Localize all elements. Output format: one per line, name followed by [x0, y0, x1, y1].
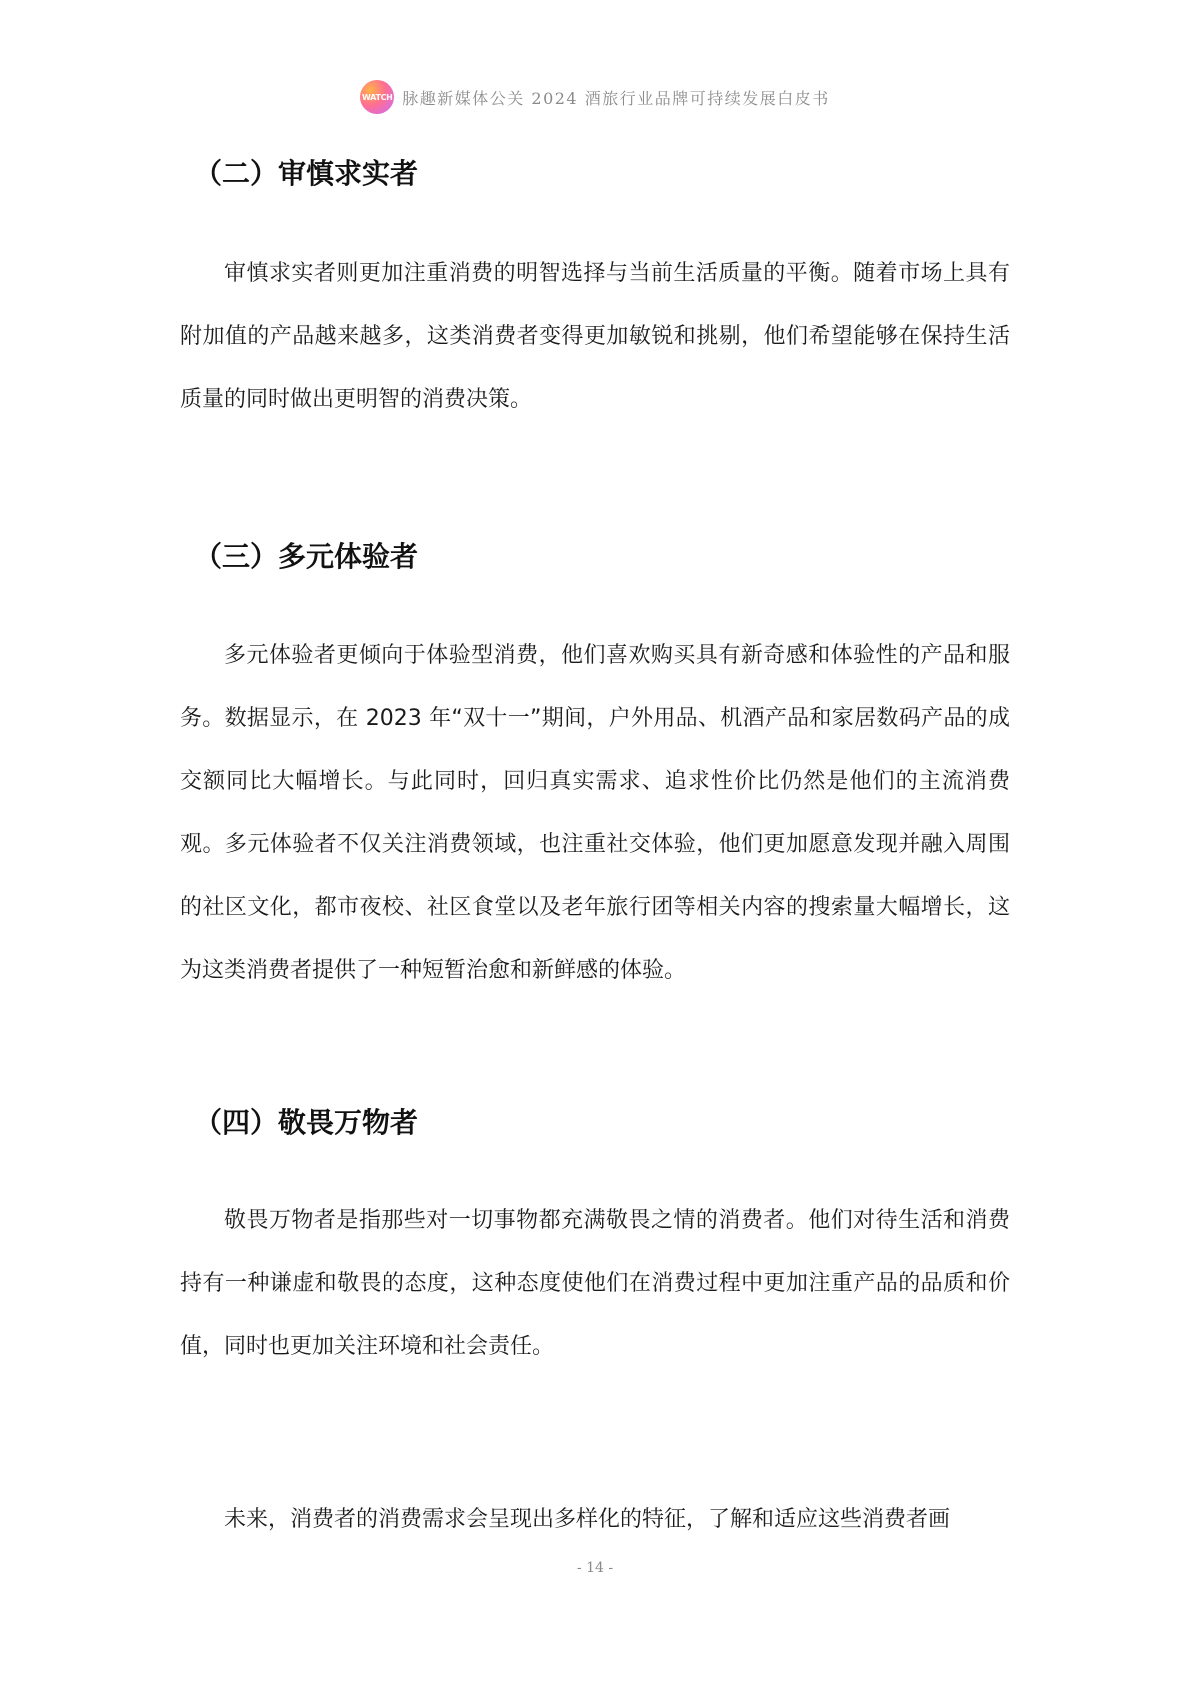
- section-paragraph-3: 多元体验者更倾向于体验型消费，他们喜欢购买具有新奇感和体验性的产品和服务。数据显示，在 2023 年“双十一”期间，户外用品、机酒产品和家居数码产品的成交额同比大幅增长。与此同时，回归真实需求、追求性价比仍然是他们的主流消费观。多元体验者不仅关注消费领域，也注重社交体验，他们更加愿意发现并融入周围的社区文化，都市夜校、社区食堂以及老年旅行团等相关内容的搜索量大幅增长，这为这类消费者提供了一种短暂治愈和新鲜感的体验。: [180, 643, 1010, 983]
- section-paragraph-2: 审慎求实者则更加注重消费的明智选择与当前生活质量的平衡。随着市场上具有附加值的产品越来越多，这类消费者变得更加敏锐和挑剔，他们希望能够在保持生活质量的同时做出更明智的消费决策。: [180, 261, 1010, 412]
- closing-paragraph: 未来，消费者的消费需求会呈现出多样化的特征，了解和适应这些消费者画: [224, 1507, 951, 1532]
- page-header: [0, 80, 1190, 114]
- section-heading-4: （四）敬畏万物者: [194, 1106, 419, 1139]
- section-paragraph-4: 敬畏万物者是指那些对一切事物都充满敬畏之情的消费者。他们对待生活和消费持有一种谦虚和敬畏的态度，这种态度使他们在消费过程中更加注重产品的品质和价值，同时也更加关注环境和社会责任。: [180, 1208, 1010, 1359]
- section-heading-2: （二）审慎求实者: [194, 157, 419, 190]
- brand-logo-text: WATCH: [362, 92, 393, 102]
- document-body: [180, 150, 1010, 1551]
- header-title: 脉趣新媒体公关 2024 酒旅行业品牌可持续发展白皮书: [402, 88, 830, 108]
- section-heading-3: （三）多元体验者: [194, 540, 419, 573]
- page-number: - 14 -: [576, 1560, 614, 1576]
- brand-logo: [360, 80, 394, 114]
